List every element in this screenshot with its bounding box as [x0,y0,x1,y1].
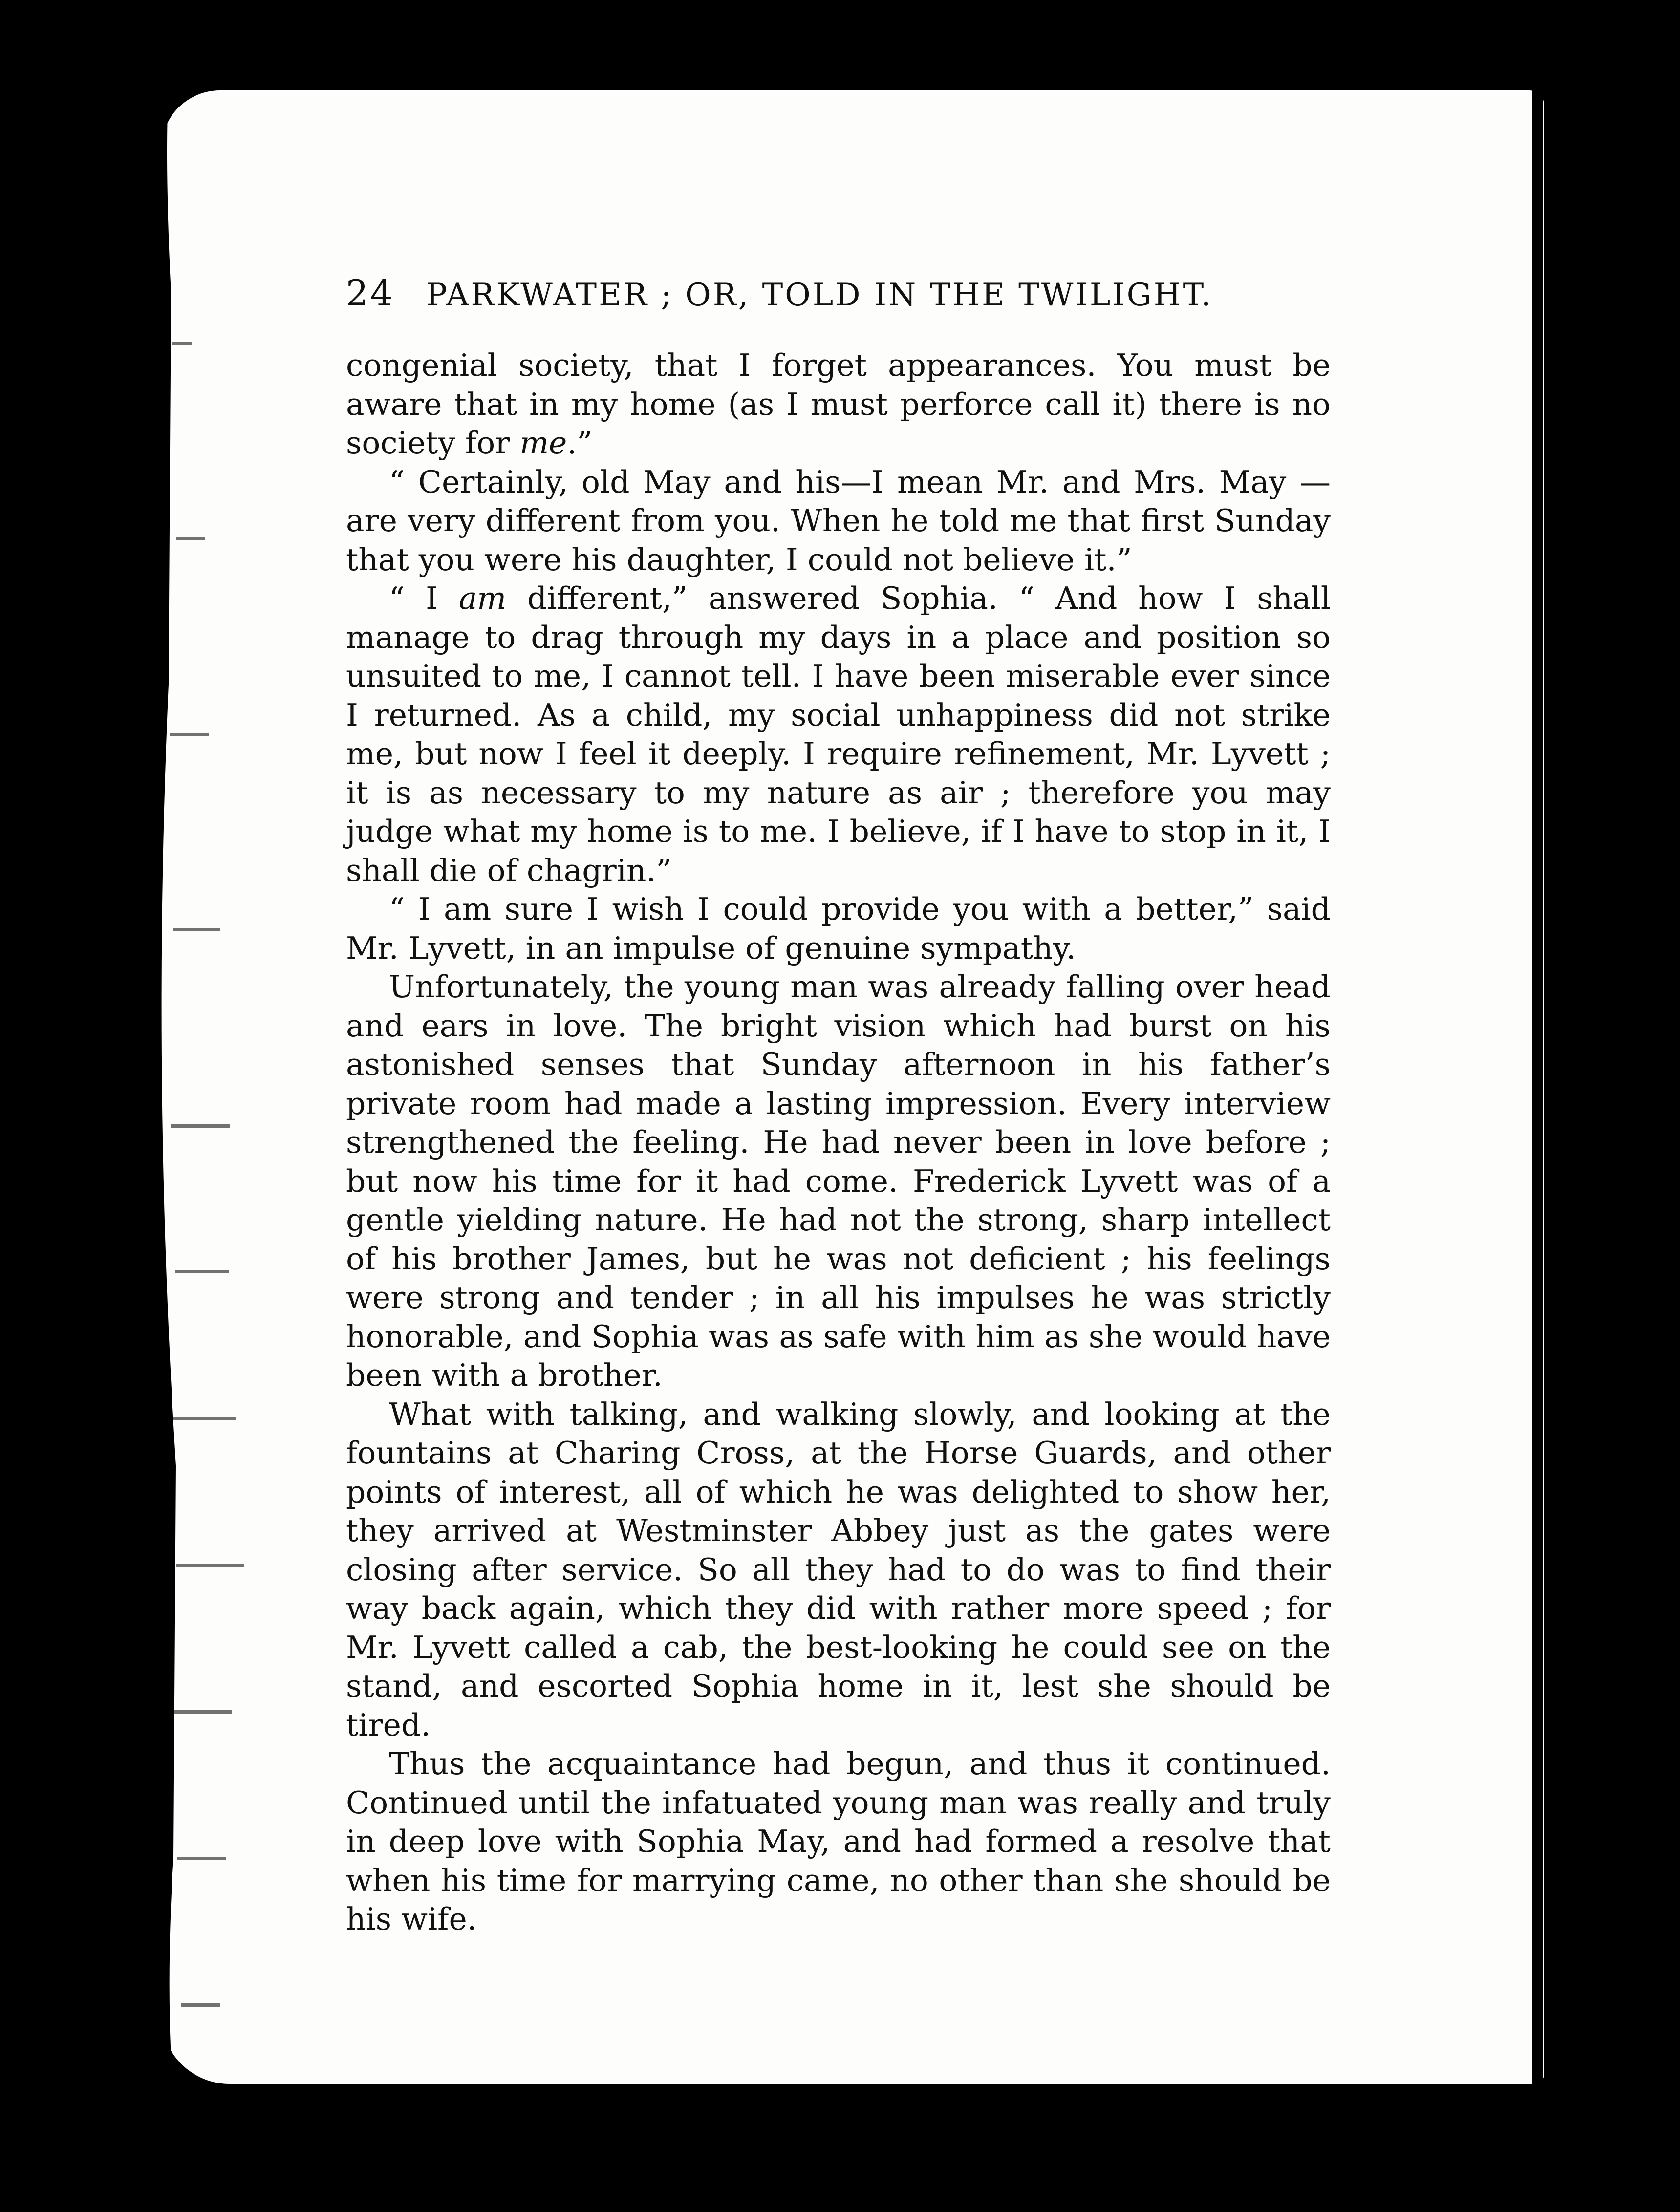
paragraph: What with talking, and walking slowly, and looking at the fountains at Charing Cross, at the Horse Guards, and other points of interest, all of which he was delighted to show her, they arrived at Westminster Abbey just as the gates were closing after service. So all they had to do was to find their way back again, which they did with rather more speed ; for Mr. Lyvett called a cab, the best-looking he could see on the stand, and escorted Sophia home in it, lest she should be tired. [346,1396,1331,1743]
running-header [346,273,1331,317]
paragraph: “ I am sure I wish I could provide you with a better,” said Mr. Lyvett, in an impulse of genuine sympathy. [346,891,1331,966]
running-title: PARKWATER ; OR, TOLD IN THE TWILIGHT. [426,277,1213,313]
scan-border-right [1553,0,1680,2212]
paragraph: Thus the acquaintance had begun, and thus it continued. Continued until the infatuated young man was really and truly in deep love with Sophia May, and had formed a resolve that when his time for marrying came, no other than she should be his wife. [346,1746,1331,1937]
paragraph: “ Certainly, old May and his—I mean Mr. and Mrs. May —are very different from you. When he told me that first Sunday that you were his daughter, I could not believe it.” [346,464,1331,578]
gutter-shadow [0,0,186,2212]
page-edge-line [1532,78,1543,2106]
paragraph: congenial society, that I forget appearances. You must be aware that in my home (as I must perforce call it) there is no society for me.” [346,347,1331,461]
paragraph: Unfortunately, the young man was already falling over head and ears in love. The bright vision which had burst on his astonished senses that Sunday afternoon in his father’s private room had made a lasting impression. Every interview strengthened the feeling. He had never been in love before ; but now his time for it had come. Frederick Lyvett was of a gentle yielding nature. He had not the strong, sharp intellect of his brother James, but he was not deficient ; his feelings were strong and tender ; in all his impulses he was strictly honorable, and Sophia was as safe with him as she would have been with a brother. [346,969,1331,1393]
body-text [346,346,1331,1939]
page-number: 24 [346,273,395,314]
paragraph: “ I am different,” answered Sophia. “ And how I shall manage to drag through my days in a place and position so unsuited to me, I cannot tell. I have been miserable ever since I returned. As a child, my social unhappiness did not strike me, but now I feel it deeply. I require refinement, Mr. Lyvett ; it is as necessary to my nature as air ; therefore you may judge what my home is to me. I believe, if I have to stop in it, I shall die of chagrin.” [346,580,1331,888]
